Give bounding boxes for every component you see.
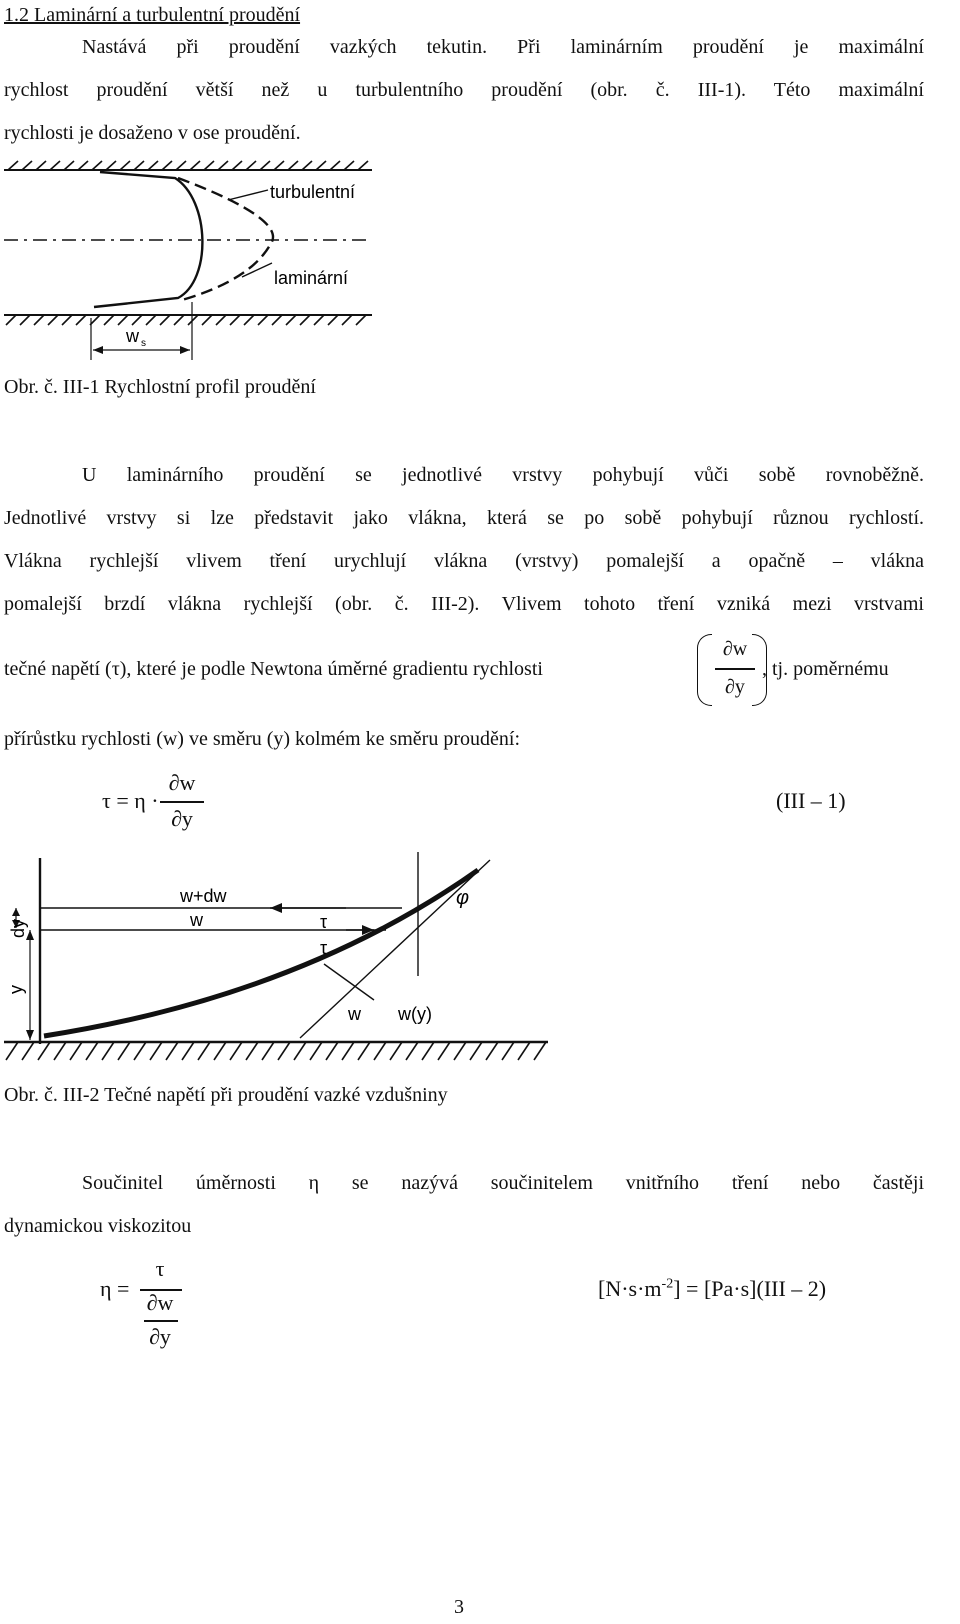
paragraph-2-line-1 bbox=[4, 454, 924, 497]
ws-arrow-left bbox=[93, 346, 103, 354]
y-label: y bbox=[6, 985, 26, 994]
paragraph-2-line-5-after: , tj. poměrnému bbox=[762, 658, 889, 680]
laminar-leader bbox=[242, 263, 272, 277]
turbulent-label: turbulentní bbox=[270, 182, 356, 202]
fraction-paren-left bbox=[697, 634, 712, 706]
tau-label-1: τ bbox=[320, 912, 328, 932]
turbulent-leader bbox=[228, 190, 268, 200]
equation-2-inner-fraction-line bbox=[144, 1320, 178, 1322]
units-part-a: [N·s·m bbox=[598, 1276, 662, 1301]
equation-2-lhs: η = bbox=[100, 1276, 130, 1301]
wy-label: w(y) bbox=[398, 1004, 432, 1024]
ws-label: w bbox=[126, 326, 139, 346]
page-number: 3 bbox=[454, 1596, 464, 1618]
dy-label: dy bbox=[8, 918, 28, 938]
w-bottom-label: w bbox=[348, 1004, 361, 1024]
ws-label-subscript: s bbox=[141, 338, 146, 349]
inline-fraction-numerator: ∂w bbox=[722, 638, 748, 660]
equation-2-number: (III – 2) bbox=[756, 1276, 827, 1301]
paragraph-2-line-1-text: U laminárního proudění se jednotlivé vrstvy pohybují vůči sobě rovnoběžně. bbox=[82, 464, 924, 486]
dy-arrow-top bbox=[12, 908, 20, 916]
paragraph-3-line-2: dynamickou viskozitou bbox=[4, 1215, 192, 1237]
paragraph-2-line-4: pomalejší brzdí vlákna rychlejší (obr. č. III-2). Vlivem tohoto tření vzniká mezi vrstvami bbox=[4, 593, 924, 615]
paragraph-1-line-2: rychlost proudění větší než u turbulentního proudění (obr. č. III-1). Této maximální bbox=[4, 79, 924, 101]
laminar-label: laminární bbox=[274, 268, 349, 288]
velocity-profile-figure bbox=[0, 160, 400, 370]
phi-label: φ bbox=[456, 887, 470, 909]
paragraph-2-line-6: přírůstku rychlosti (w) ve směru (y) kolmém ke směru proudění: bbox=[4, 728, 520, 750]
paragraph-3-line-1 bbox=[4, 1162, 924, 1205]
equation-1-numerator: ∂w bbox=[168, 770, 196, 795]
paragraph-2 bbox=[4, 454, 924, 626]
y-arrow-bottom bbox=[26, 1030, 34, 1040]
pipe-wall-top-hatch bbox=[8, 161, 368, 170]
figure-2-caption: Obr. č. III-2 Tečné napětí při proudění vazké vzdušniny bbox=[4, 1084, 448, 1106]
units-exponent: -2 bbox=[661, 1276, 674, 1292]
units-part-b: ] = [Pa·s] bbox=[673, 1276, 757, 1301]
w-dw-label: w+dw bbox=[180, 886, 227, 906]
paragraph-1-line-1-text: Nastává při proudění vazkých tekutin. Při laminárním proudění je maximální bbox=[82, 36, 924, 58]
section-heading: 1.2 Laminární a turbulentní proudění bbox=[4, 4, 301, 26]
shear-stress-figure bbox=[0, 846, 560, 1076]
paragraph-2-line-5-before: tečné napětí (τ), které je podle Newtona úměrné gradientu rychlosti bbox=[4, 658, 543, 680]
ws-arrow-right bbox=[180, 346, 190, 354]
equation-2-den-numerator: ∂w bbox=[146, 1290, 174, 1315]
figure-1-caption: Obr. č. III-1 Rychlostní profil proudění bbox=[4, 376, 316, 398]
equation-1-number: (III – 1) bbox=[776, 788, 846, 813]
inline-fraction-denominator: ∂y bbox=[725, 676, 745, 698]
equation-1-denominator: ∂y bbox=[171, 806, 193, 831]
inline-fraction-line bbox=[715, 668, 755, 670]
tau-label-2: τ bbox=[320, 938, 328, 958]
paragraph-2-line-2: Jednotlivé vrstvy si lze představit jako vlákna, která se po sobě pohybují různou rychlostí. bbox=[4, 507, 924, 529]
equation-2-den-denominator: ∂y bbox=[149, 1324, 171, 1349]
paragraph-3-line-1-text: Součinitel úměrnosti η se nazývá součinitelem vnitřního tření nebo častěji bbox=[82, 1172, 924, 1194]
paragraph-1-line-3: rychlosti je dosaženo v ose proudění. bbox=[4, 122, 301, 144]
paragraph-1 bbox=[4, 26, 924, 155]
pipe-wall-bottom-hatch bbox=[6, 315, 366, 325]
normal-line bbox=[324, 964, 374, 1000]
paragraph-3 bbox=[4, 1162, 924, 1248]
equation-1-lhs: τ = η · bbox=[102, 788, 159, 813]
paragraph-2-line-3: Vlákna rychlejší vlivem tření urychlují vlákna (vrstvy) pomalejší a opačně – vlákna bbox=[4, 550, 924, 572]
bottom-wall-hatch bbox=[6, 1042, 546, 1060]
tau-arrow-upper-head bbox=[270, 903, 282, 913]
w-top-label: w bbox=[190, 910, 203, 930]
equation-2-units bbox=[598, 1276, 826, 1302]
equation-2-numerator: τ bbox=[155, 1256, 165, 1281]
equation-1-fraction-line bbox=[160, 801, 204, 803]
paragraph-1-line-1 bbox=[4, 26, 924, 69]
